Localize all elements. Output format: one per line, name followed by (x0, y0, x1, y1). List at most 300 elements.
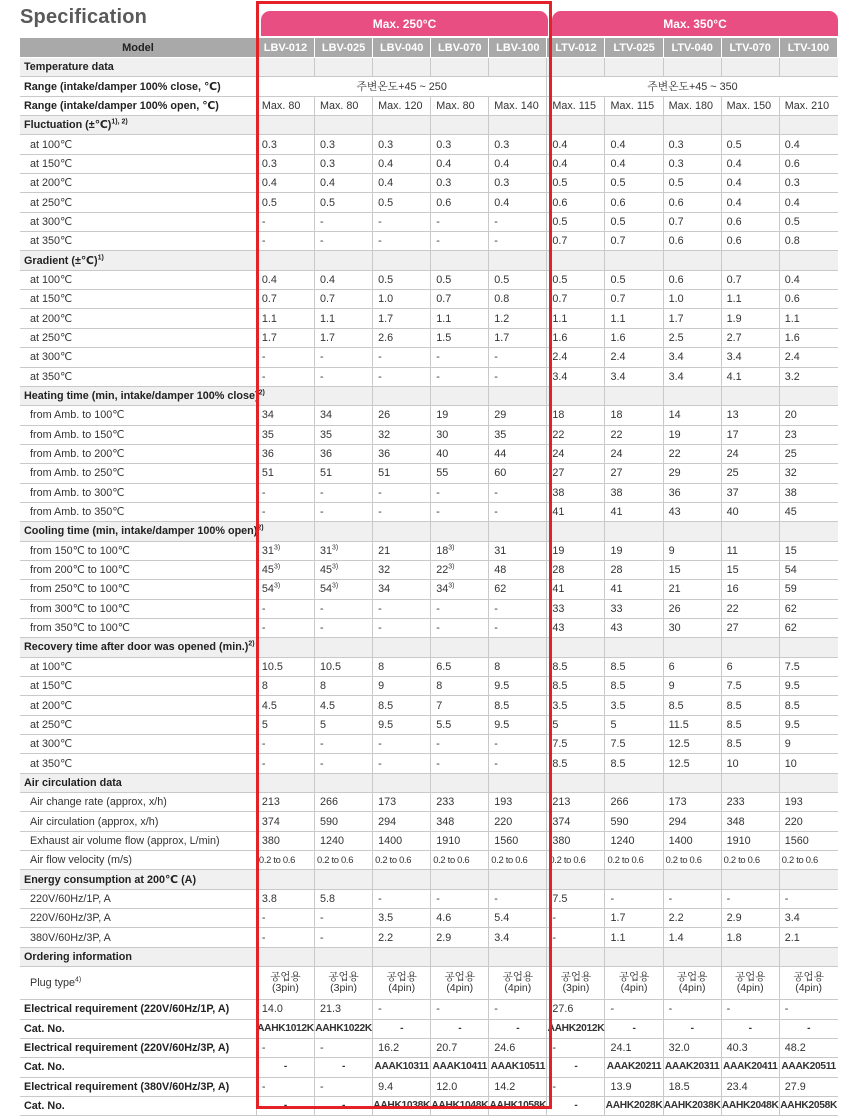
table-cell: 28 (605, 560, 663, 579)
empty-cell (663, 638, 721, 657)
table-cell: - (315, 232, 373, 251)
table-cell: 3.5 (547, 696, 605, 715)
table-cell: 40 (431, 444, 489, 463)
empty-cell (256, 947, 314, 966)
table-cell: 20.7 (431, 1038, 489, 1057)
empty-cell (373, 386, 431, 405)
table-cell: - (489, 212, 547, 231)
table-cell: 0.7 (547, 290, 605, 309)
table-cell: Max. 150 (721, 96, 779, 115)
empty-cell (721, 638, 779, 657)
table-cell: 22 (721, 599, 779, 618)
empty-cell (373, 947, 431, 966)
table-cell: AAHK2048K (721, 1096, 779, 1115)
table-cell: 16 (721, 580, 779, 599)
empty-cell (779, 870, 837, 889)
table-cell: 5 (605, 715, 663, 734)
table-row (20, 174, 838, 193)
table-cell: AAHK1022K (315, 1019, 373, 1038)
table-cell: 8.5 (721, 735, 779, 754)
table-cell: 0.7 (256, 290, 314, 309)
table-cell: 0.6 (663, 270, 721, 289)
table-cell: 1.1 (256, 309, 314, 328)
table-cell: 1.4 (663, 928, 721, 947)
section-row (20, 251, 838, 270)
section-label: Recovery time after door was opened $(\min.)^{2)}$ (20, 638, 256, 657)
table-row (20, 193, 838, 212)
footnote-marker: 1) (97, 254, 104, 262)
row-label: at 150℃ (20, 677, 256, 696)
table-cell: 0.7 (605, 232, 663, 251)
table-cell: - (256, 212, 314, 231)
table-row (20, 232, 838, 251)
empty-cell (256, 522, 314, 541)
table-cell: - (547, 909, 605, 928)
row-label: from 250℃ to 100℃ (20, 580, 256, 599)
empty-cell (431, 522, 489, 541)
empty-cell (547, 386, 605, 405)
table-cell: 2.2 (663, 909, 721, 928)
merged-range-cell: 주변온도+45 ~ 350 (547, 77, 838, 96)
empty-cell (489, 116, 547, 135)
table-cell: 374 (547, 812, 605, 831)
column-header-model-name: LBV-040 (373, 38, 431, 58)
row-label: at 300℃ (20, 212, 256, 231)
table-cell: 6 (663, 657, 721, 676)
table-cell: 0.7 (721, 270, 779, 289)
table-cell: 213 (256, 793, 314, 812)
empty-cell (721, 386, 779, 405)
row-label: from Amb. to 300℃ (20, 483, 256, 502)
table-cell: 27 (605, 464, 663, 483)
footnote-marker: 3) (448, 544, 455, 552)
table-cell: 233 (721, 793, 779, 812)
table-row (20, 1000, 838, 1019)
empty-cell (721, 522, 779, 541)
empty-cell (605, 870, 663, 889)
table-cell: 9.5 (779, 715, 837, 734)
table-cell: 54$^{3)}$ (315, 580, 373, 599)
empty-cell (489, 522, 547, 541)
table-cell: - (547, 1058, 605, 1077)
table-cell: 43 (605, 618, 663, 637)
table-cell: 0.5 (663, 174, 721, 193)
table-cell: 12.0 (431, 1077, 489, 1096)
table-cell: 2.4 (547, 348, 605, 367)
table-cell: 8 (489, 657, 547, 676)
table-cell: - (605, 1019, 663, 1038)
table-cell: 0.3 (315, 154, 373, 173)
empty-cell (721, 116, 779, 135)
table-cell: 8.5 (605, 657, 663, 676)
empty-cell (256, 58, 314, 77)
row-label: at 350℃ (20, 367, 256, 386)
table-cell: AAAK20411 (721, 1058, 779, 1077)
table-cell: - (489, 1000, 547, 1019)
empty-cell (431, 251, 489, 270)
table-row (20, 735, 838, 754)
table-cell: 41 (547, 580, 605, 599)
table-cell: 0.4 (489, 193, 547, 212)
merged-range-cell: 주변온도+45 ~ 250 (256, 77, 546, 96)
table-cell: 10 (721, 754, 779, 773)
table-cell: 590 (315, 812, 373, 831)
table-cell: 1.2 (489, 309, 547, 328)
table-cell: AAHK2038K (663, 1096, 721, 1115)
empty-cell (605, 58, 663, 77)
table-cell: 41 (547, 502, 605, 521)
table-cell: - (431, 1000, 489, 1019)
table-cell: 12.5 (663, 735, 721, 754)
table-cell: 14.0 (256, 1000, 314, 1019)
table-cell: - (373, 483, 431, 502)
table-cell: - (256, 754, 314, 773)
table-cell: - (489, 618, 547, 637)
table-row (20, 1077, 838, 1096)
table-cell: 7 (431, 696, 489, 715)
table-cell: - (315, 928, 373, 947)
table-cell: 18$^{3)}$ (431, 541, 489, 560)
table-cell: 0.2 to 0.6 (431, 851, 489, 870)
specification-table (20, 38, 838, 1116)
column-header-model-name: LTV-025 (605, 38, 663, 58)
row-label: 220V/60Hz/1P, A (20, 889, 256, 908)
table-cell: 21.3 (315, 1000, 373, 1019)
table-cell: 35 (256, 425, 314, 444)
table-cell: 7.5 (547, 889, 605, 908)
footnote-marker: 3) (332, 582, 339, 590)
empty-cell (605, 116, 663, 135)
footnote-marker: 3) (332, 563, 339, 571)
table-cell: 1.1 (315, 309, 373, 328)
table-cell: - (373, 232, 431, 251)
table-cell: 0.2 to 0.6 (489, 851, 547, 870)
table-cell: 4.5 (256, 696, 314, 715)
table-cell: 173 (373, 793, 431, 812)
table-cell: - (489, 232, 547, 251)
section-label: Cooling time (min, intake/damper 100% open)$^{2)}$ (20, 522, 256, 541)
table-cell: AAAK10411 (431, 1058, 489, 1077)
empty-cell (431, 773, 489, 792)
table-cell: 공업용 (3pin) (547, 967, 605, 1000)
table-cell: AAHK2058K (779, 1096, 837, 1115)
table-cell: 220 (779, 812, 837, 831)
table-cell: 4.1 (721, 367, 779, 386)
row-label: from 200℃ to 100℃ (20, 560, 256, 579)
table-cell: - (489, 754, 547, 773)
table-cell: AAAK20211 (605, 1058, 663, 1077)
table-cell: 37 (721, 483, 779, 502)
table-cell: - (373, 212, 431, 231)
table-row (20, 212, 838, 231)
table-cell: Max. 80 (256, 96, 314, 115)
empty-cell (663, 58, 721, 77)
table-cell: - (431, 1019, 489, 1038)
table-cell: 33 (547, 599, 605, 618)
footnote-marker: 1), 2) (111, 118, 128, 126)
row-label: from 350℃ to 100℃ (20, 618, 256, 637)
table-cell: 193 (489, 793, 547, 812)
table-cell: 2.4 (605, 348, 663, 367)
empty-cell (605, 386, 663, 405)
table-cell: AAAK10311 (373, 1058, 431, 1077)
empty-cell (256, 870, 314, 889)
row-label: at 250℃ (20, 328, 256, 347)
footnote-marker: 3) (448, 582, 455, 590)
row-label: from Amb. to 200℃ (20, 444, 256, 463)
table-row (20, 851, 838, 870)
table-cell: 1.1 (779, 309, 837, 328)
table-cell: - (256, 1096, 314, 1115)
table-cell: 9 (663, 541, 721, 560)
table-cell: 22 (547, 425, 605, 444)
empty-cell (489, 638, 547, 657)
table-cell: 5.5 (431, 715, 489, 734)
table-cell: 220 (489, 812, 547, 831)
table-cell: 0.6 (431, 193, 489, 212)
table-row (20, 348, 838, 367)
table-cell: 24 (721, 444, 779, 463)
table-cell: 3.4 (663, 348, 721, 367)
table-cell: 0.5 (373, 193, 431, 212)
table-cell: 0.7 (315, 290, 373, 309)
table-cell: - (373, 1019, 431, 1038)
empty-cell (373, 116, 431, 135)
empty-cell (663, 116, 721, 135)
empty-cell (547, 251, 605, 270)
table-cell: 8.5 (721, 715, 779, 734)
table-cell: - (547, 1096, 605, 1115)
table-cell: - (256, 1038, 314, 1057)
row-label: Electrical requirement (220V/60Hz/3P, A) (20, 1038, 256, 1057)
table-row (20, 599, 838, 618)
table-cell: - (315, 1077, 373, 1096)
table-cell: 12.5 (663, 754, 721, 773)
table-cell: 3.5 (605, 696, 663, 715)
table-row (20, 290, 838, 309)
empty-cell (373, 870, 431, 889)
table-cell: 10.5 (315, 657, 373, 676)
table-cell: 0.4 (256, 270, 314, 289)
table-cell: 28 (547, 560, 605, 579)
section-label: Gradient (±℃)$^{1)}$ (20, 251, 256, 270)
table-cell: 3.4 (547, 367, 605, 386)
table-cell: 36 (663, 483, 721, 502)
row-label: from 150℃ to 100℃ (20, 541, 256, 560)
page-title: Specification (20, 6, 148, 28)
table-cell: Max. 115 (547, 96, 605, 115)
empty-cell (605, 947, 663, 966)
empty-cell (663, 522, 721, 541)
empty-cell (721, 773, 779, 792)
section-label: Temperature data (20, 58, 256, 77)
table-cell: 348 (721, 812, 779, 831)
table-cell: 3.4 (489, 928, 547, 947)
empty-cell (431, 870, 489, 889)
table-cell: 0.3 (256, 135, 314, 154)
table-cell: - (547, 1038, 605, 1057)
table-cell: 0.6 (663, 193, 721, 212)
table-cell: 0.4 (315, 270, 373, 289)
table-cell: 1.9 (721, 309, 779, 328)
table-cell: 1.1 (431, 309, 489, 328)
row-label: at 350℃ (20, 232, 256, 251)
empty-cell (431, 116, 489, 135)
table-cell: 59 (779, 580, 837, 599)
table-cell: 1.1 (605, 309, 663, 328)
table-cell: 0.4 (373, 174, 431, 193)
empty-cell (315, 58, 373, 77)
column-header-model-name: LTV-012 (547, 38, 605, 58)
table-cell: 11.5 (663, 715, 721, 734)
table-cell: 1240 (605, 831, 663, 850)
table-cell: - (663, 1019, 721, 1038)
table-row (20, 618, 838, 637)
table-row (20, 502, 838, 521)
table-cell: 0.7 (431, 290, 489, 309)
table-cell: - (489, 1019, 547, 1038)
table-cell: 13 (721, 406, 779, 425)
table-cell: 2.1 (779, 928, 837, 947)
table-cell: AAHK2012K (547, 1019, 605, 1038)
table-cell: 29 (663, 464, 721, 483)
row-label: at 250℃ (20, 715, 256, 734)
row-label: from Amb. to 350℃ (20, 502, 256, 521)
column-header-model-name: LBV-100 (489, 38, 547, 58)
table-cell: 27.6 (547, 1000, 605, 1019)
table-cell: 8 (315, 677, 373, 696)
table-cell: 30 (663, 618, 721, 637)
table-cell: - (721, 1019, 779, 1038)
empty-cell (431, 386, 489, 405)
table-cell: 0.5 (721, 135, 779, 154)
table-cell: 0.3 (489, 135, 547, 154)
table-cell: - (373, 599, 431, 618)
table-cell: - (663, 889, 721, 908)
table-cell: 0.3 (431, 135, 489, 154)
table-cell: - (256, 1077, 314, 1096)
section-label: Fluctuation (±℃)$^{1), 2)}$ (20, 116, 256, 135)
section-row (20, 58, 838, 77)
table-cell: 3.8 (256, 889, 314, 908)
row-label: at 200℃ (20, 309, 256, 328)
empty-cell (256, 773, 314, 792)
row-label: from Amb. to 250℃ (20, 464, 256, 483)
table-cell: - (315, 618, 373, 637)
table-cell: 348 (431, 812, 489, 831)
row-label: at 150℃ (20, 290, 256, 309)
table-cell: 27 (547, 464, 605, 483)
table-cell: 4.5 (315, 696, 373, 715)
table-cell: 22 (663, 444, 721, 463)
table-cell: Max. 115 (605, 96, 663, 115)
empty-cell (547, 58, 605, 77)
table-cell: - (315, 735, 373, 754)
empty-cell (547, 638, 605, 657)
row-label: at 350℃ (20, 754, 256, 773)
table-cell: 0.4 (605, 154, 663, 173)
table-cell: 54$^{3)}$ (256, 580, 314, 599)
table-cell: 0.4 (721, 154, 779, 173)
table-cell: 0.4 (547, 154, 605, 173)
section-label: Energy consumption at 200℃ (A) (20, 870, 256, 889)
table-cell: 38 (779, 483, 837, 502)
table-cell: 3.4 (663, 367, 721, 386)
table-cell: 0.7 (663, 212, 721, 231)
table-cell: 25 (721, 464, 779, 483)
table-cell: 22 (605, 425, 663, 444)
table-cell: - (256, 483, 314, 502)
table-cell: - (431, 348, 489, 367)
table-cell: 41 (605, 580, 663, 599)
table-cell: 1910 (431, 831, 489, 850)
table-cell: - (315, 599, 373, 618)
table-cell: - (431, 599, 489, 618)
table-cell: 35 (315, 425, 373, 444)
table-cell: - (663, 1000, 721, 1019)
empty-cell (605, 522, 663, 541)
table-cell: Max. 80 (431, 96, 489, 115)
table-cell: 9 (779, 735, 837, 754)
table-cell: 55 (431, 464, 489, 483)
table-cell: 공업용 (4pin) (721, 967, 779, 1000)
row-label: Air circulation (approx, x/h) (20, 812, 256, 831)
table-cell: - (605, 889, 663, 908)
row-label: at 300℃ (20, 348, 256, 367)
table-cell: 9 (663, 677, 721, 696)
table-row (20, 328, 838, 347)
table-cell: 1.8 (721, 928, 779, 947)
empty-cell (489, 870, 547, 889)
empty-cell (779, 773, 837, 792)
table-cell: 0.4 (373, 154, 431, 173)
table-cell: 8.5 (605, 754, 663, 773)
table-cell: 2.9 (431, 928, 489, 947)
table-cell: - (315, 367, 373, 386)
table-cell: 266 (605, 793, 663, 812)
table-cell: - (256, 928, 314, 947)
empty-cell (489, 773, 547, 792)
table-cell: - (256, 599, 314, 618)
table-row (20, 96, 838, 115)
footnote-marker: 3) (273, 544, 281, 552)
table-cell: - (315, 754, 373, 773)
table-cell: 38 (605, 483, 663, 502)
table-cell: 0.6 (605, 193, 663, 212)
table-cell: 5 (315, 715, 373, 734)
table-header-row (20, 38, 838, 58)
empty-cell (663, 947, 721, 966)
table-cell: - (373, 367, 431, 386)
table-cell: 9.5 (779, 677, 837, 696)
table-cell: 3.5 (373, 909, 431, 928)
empty-cell (721, 870, 779, 889)
table-cell: 62 (779, 599, 837, 618)
row-label: from Amb. to 100℃ (20, 406, 256, 425)
table-row (20, 831, 838, 850)
table-cell: 2.6 (373, 328, 431, 347)
table-row (20, 793, 838, 812)
table-cell: AAHK2028K (605, 1096, 663, 1115)
empty-cell (489, 251, 547, 270)
table-cell: 29 (489, 406, 547, 425)
empty-cell (489, 386, 547, 405)
empty-cell (256, 116, 314, 135)
table-cell: 0.2 to 0.6 (256, 851, 314, 870)
table-cell: 공업용 (3pin) (315, 967, 373, 1000)
table-cell: 1240 (315, 831, 373, 850)
table-row (20, 560, 838, 579)
